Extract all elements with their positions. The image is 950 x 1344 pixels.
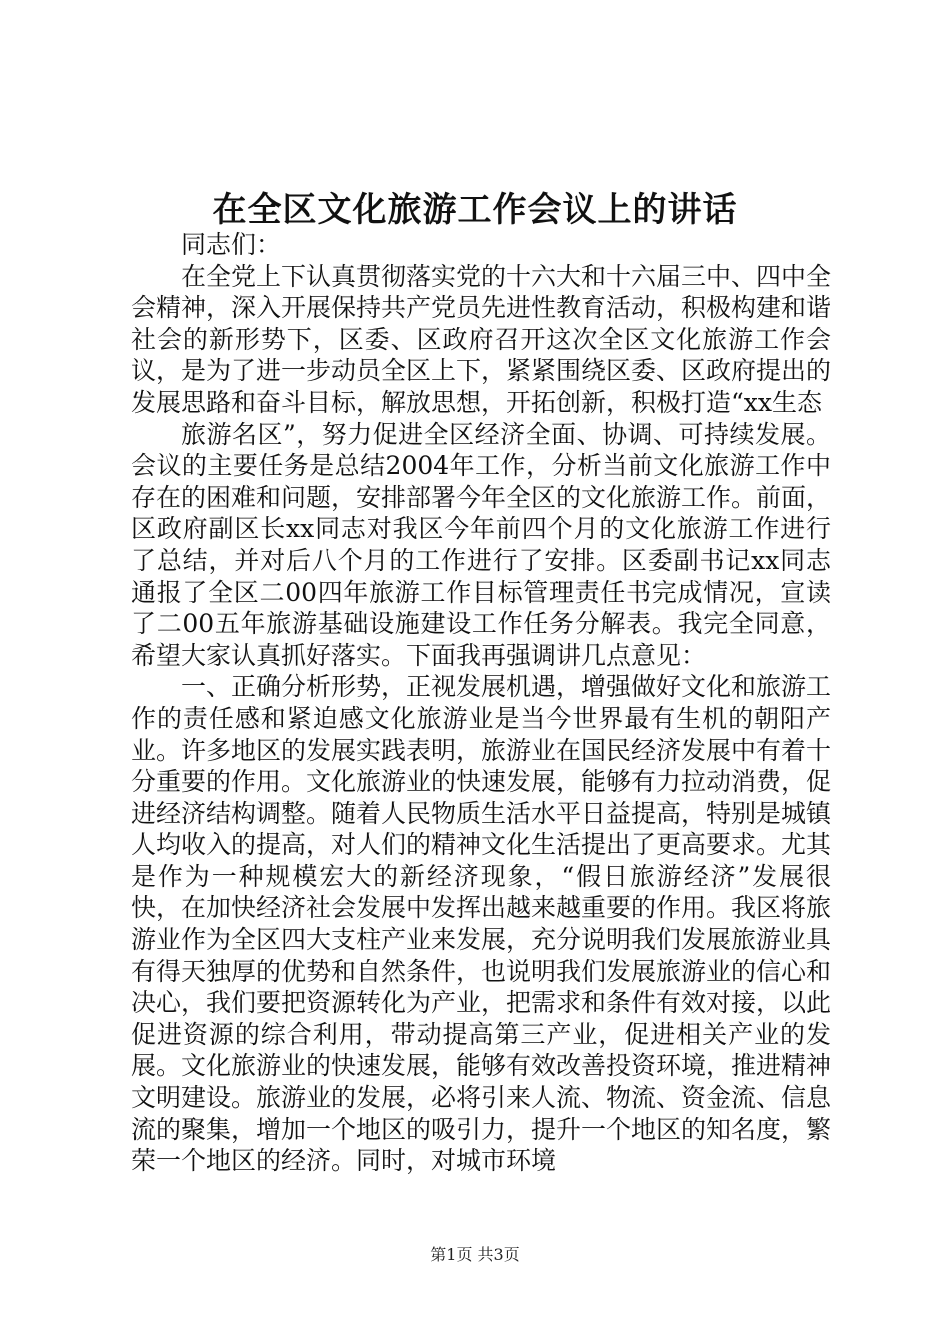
body-paragraph: 旅游名区”，努力促进全区经济全面、协调、可持续发展。会议的主要任务是总结2004年工作，分析当前文化旅游工作中存在的困难和问题，安排部署今年全区的文化旅游工作。前面，区政府副区长xx同志对我区今年前四个月的文化旅游工作进行了总结，并对后八个月的工作进行了安排。区委副书记xx同志通报了全区二00四年旅游工作目标管理责任书完成情况，宣读了二00五年旅游基础设施建设工作任务分解表。我完全同意，希望大家认真抓好落实。下面我再强调讲几点意见： [131,419,832,670]
page-number-footer: 第1页 共3页 [430,1245,520,1264]
body-paragraph: 一、正确分析形势，正视发展机遇，增强做好文化和旅游工作的责任感和紧迫感文化旅游业是当今世界最有生机的朝阳产业。许多地区的发展实践表明，旅游业在国民经济发展中有着十分重要的作用。文化旅游业的快速发展，能够有力拉动消费，促进经济结构调整。随着人民物质生活水平日益提高，特别是城镇人均收入的提高，对人们的精神文化生活提出了更高要求。尤其是作为一种规模宏大的新经济现象，“假日旅游经济”发展很快，在加快经济社会发展中发挥出越来越重要的作用。我区将旅游业作为全区四大支柱产业来发展，充分说明我们发展旅游业具有得天独厚的优势和自然条件，也说明我们发展旅游业的信心和决心，我们要把资源转化为产业，把需求和条件有效对接，以此促进资源的综合利用，带动提高第三产业，促进相关产业的发展。文化旅游业的快速发展，能够有效改善投资环境，推进精神文明建设。旅游业的发展，必将引来人流、物流、资金流、信息流的聚集，增加一个地区的吸引力，提升一个地区的知名度，繁荣一个地区的经济。同时，对城市环境 [131,672,832,1176]
body-paragraph: 在全党上下认真贯彻落实党的十六大和十六届三中、四中全会精神，深入开展保持共产党员先进性教育活动，积极构建和谐社会的新形势下，区委、区政府召开这次全区文化旅游工作会议，是为了进一步动员全区上下，紧紧围绕区委、区政府提出的发展思路和奋斗目标，解放思想，开拓创新，积极打造“xx生态 [131,261,832,417]
document-body [131,229,831,1177]
document-title: 在全区文化旅游工作会议上的讲话 [212,190,738,230]
salutation-paragraph: 同志们： [181,230,282,259]
